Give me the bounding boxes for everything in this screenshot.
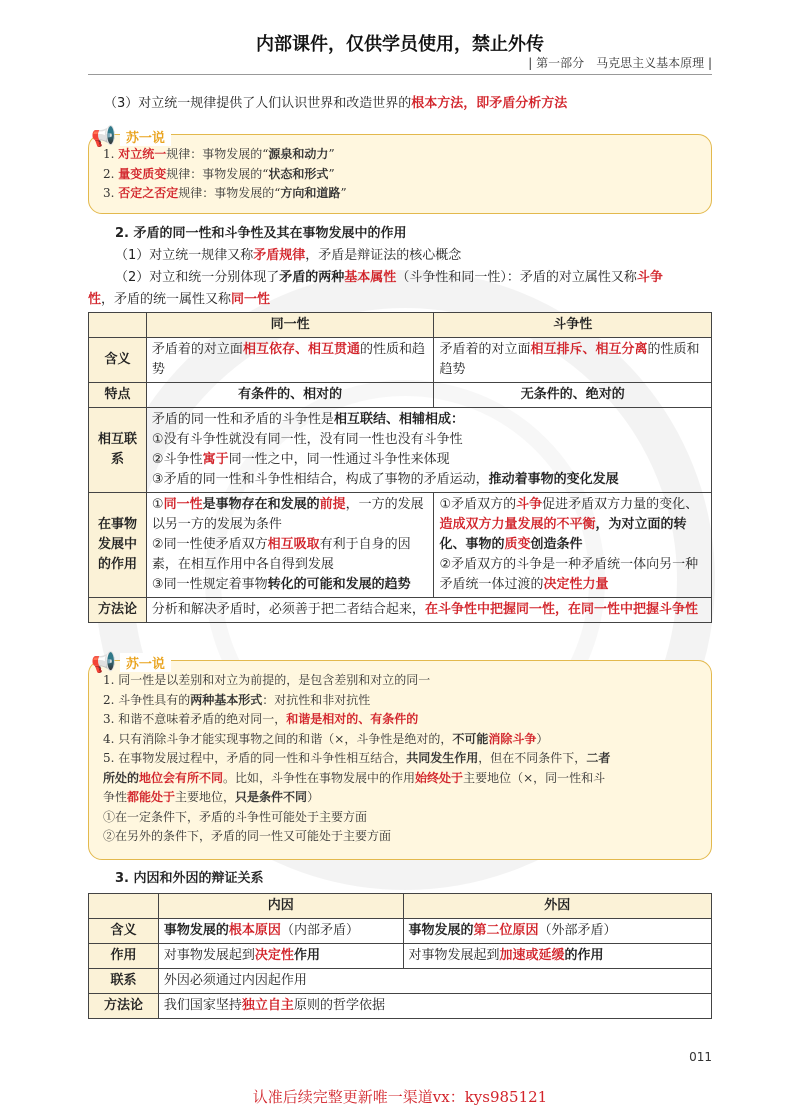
- row-label-role: 作用: [89, 944, 159, 969]
- table-row: 含义 矛盾着的对立面相互依存、相互贯通的性质和趋势 矛盾着的对立面相互排斥、相互分离的性质和趋势: [89, 338, 712, 383]
- list-item: ①在一定条件下，矛盾的斗争性可能处于主要方面: [103, 809, 368, 824]
- table-row: 方法论 分析和解决矛盾时，必须善于把二者结合起来，在斗争性中把握同一性，在同一性中把握斗争性: [89, 598, 712, 623]
- row-label-link: 相互联系: [89, 408, 147, 493]
- list-item: 3. 和谐不意味着矛盾的绝对同一，和谐是相对的、有条件的: [103, 712, 419, 726]
- list-item: 1. 对立统一规律：事物发展的“源泉和动力”: [103, 147, 335, 161]
- megaphone-icon: 📢: [91, 650, 116, 674]
- row-label-feature: 特点: [89, 383, 147, 408]
- table-row: 在事物发展中的作用 ①同一性是事物存在和发展的前提，一方的发展以另一方的发展为条件 ②同一性使矛盾双方相互吸取有利于自身的因素，在相互作用中各自得到发展 ③同一性规定着事物转化的可能和发展的趋势 ①矛盾双方的斗争促进矛盾双方力量的变化、造成双方力量发展的不平衡，为对立面的转化、事物的质变创造条件 ②矛盾双方的斗争是一种矛盾统一体向另一种矛盾统一体过渡的决定性力量: [89, 493, 712, 598]
- col-header-struggle: 斗争性: [434, 313, 712, 338]
- col-header-external: 外因: [403, 894, 712, 919]
- list-item: 5. 在事物发展过程中，矛盾的同一性和斗争性相互结合，共同发生作用，但在不同条件下，二者: [103, 751, 611, 765]
- row-label-role: 在事物发展中的作用: [89, 493, 147, 598]
- list-item: 2. 斗争性具有的两种基本形式：对抗性和非对抗性: [103, 692, 371, 707]
- tip-box-1: [88, 124, 712, 214]
- list-item: 所处的地位会有所不同。比如，斗争性在事物发展中的作用始终处于主要地位（×，同一性和斗: [103, 770, 606, 785]
- internal-external-table: [88, 893, 712, 1019]
- list-item: 2. 量变质变规律：事物发展的“状态和形式”: [103, 166, 335, 181]
- tip-box-2: [88, 650, 712, 860]
- table-row: 作用 对事物发展起到决定性作用 对事物发展起到加速或延缓的作用: [89, 944, 712, 969]
- page-header-title: 内部课件，仅供学员使用，禁止外传: [256, 34, 544, 55]
- row-label-link: 联系: [89, 969, 159, 994]
- section-2-p2: （2）对立和统一分别体现了矛盾的两种基本属性（斗争性和同一性）：矛盾的对立属性又称斗争: [115, 270, 663, 285]
- intro-highlight: 根本方法，即矛盾分析方法: [411, 96, 568, 111]
- list-item: 4. 只有消除斗争才能实现事物之间的和谐（×，斗争性是绝对的，不可能消除斗争）: [103, 731, 549, 746]
- list-item: 1. 同一性是以差别和对立为前提的，是包含差别和对立的同一: [103, 673, 431, 687]
- megaphone-icon: 📢: [91, 124, 116, 148]
- row-label-method: 方法论: [89, 598, 147, 623]
- identity-struggle-table: [88, 312, 712, 623]
- list-item: ②在另外的条件下，矛盾的同一性又可能处于主要方面: [103, 829, 392, 843]
- section-2-p1: （1）对立统一规律又称矛盾规律，矛盾是辩证法的核心概念: [115, 248, 462, 263]
- list-item: 争性都能处于主要地位，只是条件不同）: [103, 790, 320, 804]
- row-label-meaning: 含义: [89, 919, 159, 944]
- list-item: 3. 否定之否定规律：事物发展的“方向和道路”: [103, 186, 347, 200]
- header-divider: [88, 74, 712, 75]
- table-row: 含义 事物发展的根本原因（内部矛盾） 事物发展的第二位原因（外部矛盾）: [89, 919, 712, 944]
- table-row: 联系 外因必须通过内因起作用: [89, 969, 712, 994]
- table-row: 方法论 我们国家坚持独立自主原则的哲学依据: [89, 994, 712, 1019]
- col-header-internal: 内因: [158, 894, 403, 919]
- table-row: 相互联系 矛盾的同一性和矛盾的斗争性是相互联结、相辅相成： ①没有斗争性就没有同一性，没有同一性也没有斗争性 ②斗争性寓于同一性之中，同一性通过斗争性来体现 ③矛盾的同一性和斗争性相结合，构成了事物的矛盾运动，推动着事物的变化发展: [89, 408, 712, 493]
- page-number: 011: [689, 1050, 712, 1064]
- table-row: 特点 有条件的、相对的 无条件的、绝对的: [89, 383, 712, 408]
- intro-line: [104, 94, 567, 114]
- row-label-meaning: 含义: [89, 338, 147, 383]
- tip-box-2-tag: [91, 651, 171, 673]
- row-label-method: 方法论: [89, 994, 159, 1019]
- footer-notice: 认准后续完整更新唯一渠道vx：kys985121: [252, 1088, 548, 1106]
- tip-box-1-label: 苏一说: [120, 127, 171, 146]
- intro-prefix: （3）对立统一规律提供了人们认识世界和改造世界的: [104, 96, 412, 111]
- section-2-p3: 性，矛盾的统一属性又称同一性: [88, 292, 271, 307]
- tip-box-2-label: 苏一说: [120, 653, 171, 672]
- section-label: | 第一部分 马克思主义基本原理 |: [528, 56, 712, 70]
- col-header-identity: 同一性: [146, 313, 434, 338]
- tip-box-1-tag: [91, 125, 171, 147]
- section-3-title: 3. 内因和外因的辩证关系: [115, 871, 264, 886]
- section-2-title: 2. 矛盾的同一性和斗争性及其在事物发展中的作用: [115, 226, 407, 241]
